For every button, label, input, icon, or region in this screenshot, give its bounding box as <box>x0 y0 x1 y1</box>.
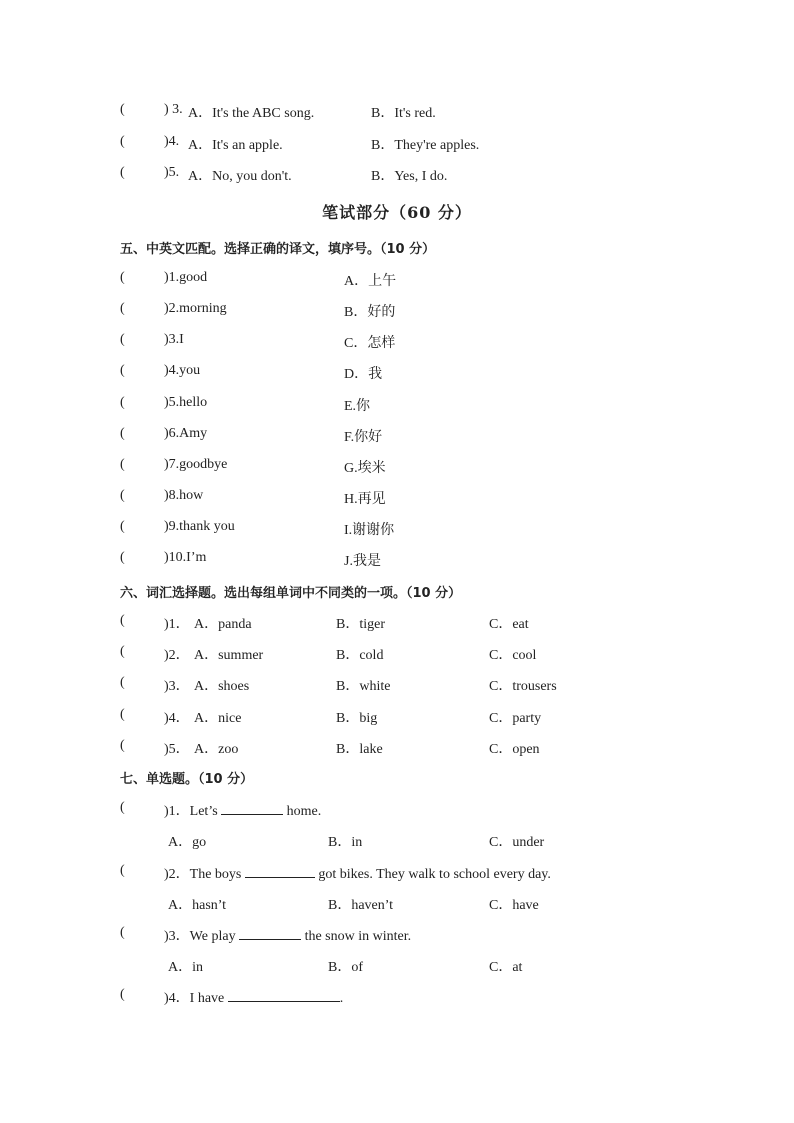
vocab-number: )1． <box>164 617 190 632</box>
vocab-option-c: C．eat <box>489 617 529 632</box>
paren-open: ( <box>120 644 125 659</box>
paren-open: ( <box>120 395 125 410</box>
vocab-option-b: B．tiger <box>336 617 385 632</box>
option-a: A．in <box>168 960 203 975</box>
item-5-option-b: B．Yes, I do. <box>371 169 448 184</box>
item-4-option-b: B．They're apples. <box>371 138 480 153</box>
section-7-heading: 七、单选题。（10 分） <box>120 772 254 787</box>
vocab-option-b: B．lake <box>336 742 383 757</box>
paren-open: ( <box>120 675 125 690</box>
answer-blank <box>239 925 301 940</box>
vocab-option-c: C．party <box>489 711 542 726</box>
match-item-en: )6.Amy <box>164 426 208 441</box>
match-item-en: )9.thank you <box>164 519 235 534</box>
vocab-option-c: C．cool <box>489 648 537 663</box>
paren-open: ( <box>120 301 125 316</box>
vocab-option-b: B．big <box>336 711 378 726</box>
question-2 <box>164 863 551 883</box>
match-item-cn: J.我是 <box>344 554 381 569</box>
item-3-option-a: A．It's the ABC song. <box>188 106 315 121</box>
paren-open: ( <box>120 457 125 472</box>
paren-open: ( <box>120 134 125 149</box>
item-4-option-a: A．It's an apple. <box>188 138 283 153</box>
paren-open: ( <box>120 550 125 565</box>
match-item-cn: H.再见 <box>344 492 386 507</box>
vocab-option-c: C．trousers <box>489 679 557 694</box>
match-item-en: )4.you <box>164 363 201 378</box>
paren-open: ( <box>120 270 125 285</box>
question-3 <box>164 925 411 945</box>
option-b: B．haven’t <box>328 898 394 913</box>
match-item-en: )2.morning <box>164 301 227 316</box>
question-1-tail: home. <box>286 804 322 819</box>
item-5-option-a: A．No, you don't. <box>188 169 292 184</box>
vocab-option-b: B．white <box>336 679 391 694</box>
written-section-title: 笔试部分（60 分） <box>322 203 472 222</box>
question-4-tail: . <box>339 991 344 1006</box>
item-5-number: )5. <box>164 165 180 180</box>
paren-open: ( <box>120 863 125 878</box>
vocab-option-b: B．cold <box>336 648 384 663</box>
match-item-cn: C．怎样 <box>344 336 396 351</box>
item-3-number: ) 3. <box>164 102 183 117</box>
match-item-cn: B．好的 <box>344 305 396 320</box>
question-3-stem: )3．We play <box>164 929 236 944</box>
match-item-en: )10.I’m <box>164 550 207 565</box>
match-item-cn: I.谢谢你 <box>344 523 395 538</box>
option-c: C．at <box>489 960 523 975</box>
vocab-option-a: A．zoo <box>194 742 239 757</box>
vocab-option-a: A．nice <box>194 711 242 726</box>
match-item-cn: A．上午 <box>344 274 397 289</box>
paren-open: ( <box>120 488 125 503</box>
answer-blank <box>228 987 340 1002</box>
section-5-heading: 五、中英文匹配。选择正确的译文，填序号。（10 分） <box>120 242 436 257</box>
paren-open: ( <box>120 987 125 1002</box>
match-item-en: )5.hello <box>164 395 208 410</box>
paren-open: ( <box>120 738 125 753</box>
option-a: A．go <box>168 835 207 850</box>
vocab-option-c: C．open <box>489 742 540 757</box>
match-item-cn: G.埃米 <box>344 461 386 476</box>
paren-open: ( <box>120 707 125 722</box>
vocab-option-a: A．summer <box>194 648 264 663</box>
paren-open: ( <box>120 925 125 940</box>
vocab-option-a: A．panda <box>194 617 252 632</box>
vocab-number: )5． <box>164 742 190 757</box>
question-4-stem: )4．I have <box>164 991 225 1006</box>
paren-open: ( <box>120 363 125 378</box>
paren-open: ( <box>120 102 125 117</box>
match-item-en: )7.goodbye <box>164 457 228 472</box>
paren-open: ( <box>120 165 125 180</box>
question-2-tail: got bikes. They walk to school every day. <box>318 867 551 882</box>
match-item-en: )8.how <box>164 488 204 503</box>
vocab-option-a: A．shoes <box>194 679 250 694</box>
match-item-en: )3.I <box>164 332 184 347</box>
question-1 <box>164 800 321 820</box>
question-2-stem: )2．The boys <box>164 867 242 882</box>
paren-open: ( <box>120 613 125 628</box>
vocab-number: )3． <box>164 679 190 694</box>
vocab-number: )2． <box>164 648 190 663</box>
match-item-en: )1.good <box>164 270 208 285</box>
match-item-cn: E.你 <box>344 399 371 414</box>
question-1-stem: )1．Let’s <box>164 804 218 819</box>
paren-open: ( <box>120 332 125 347</box>
option-b: B．of <box>328 960 363 975</box>
paren-open: ( <box>120 800 125 815</box>
paren-open: ( <box>120 426 125 441</box>
match-item-cn: F.你好 <box>344 430 383 445</box>
section-6-heading: 六、词汇选择题。选出每组单词中不同类的一项。（10 分） <box>120 586 462 601</box>
question-3-tail: the snow in winter. <box>304 929 412 944</box>
question-4 <box>164 987 343 1007</box>
option-a: A．hasn’t <box>168 898 227 913</box>
match-item-cn: D．我 <box>344 367 383 382</box>
paren-open: ( <box>120 519 125 534</box>
option-c: C．under <box>489 835 545 850</box>
option-c: C．have <box>489 898 539 913</box>
vocab-number: )4． <box>164 711 190 726</box>
answer-blank <box>221 800 283 815</box>
option-b: B．in <box>328 835 363 850</box>
item-4-number: )4. <box>164 134 180 149</box>
item-3-option-b: B．It's red. <box>371 106 436 121</box>
answer-blank <box>245 863 315 878</box>
